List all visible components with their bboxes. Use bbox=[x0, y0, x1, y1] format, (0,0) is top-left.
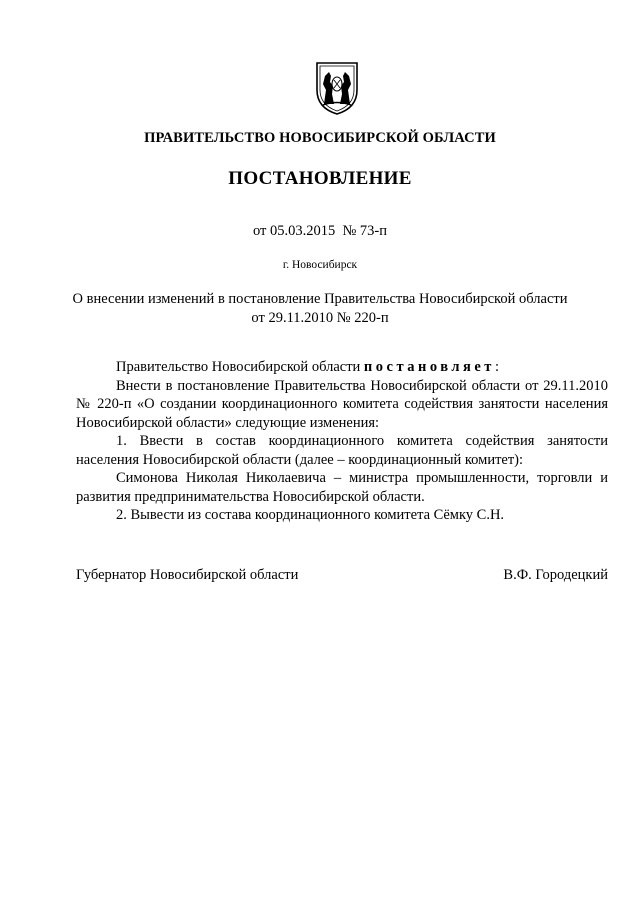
resolution-keyword: постановляет bbox=[363, 359, 495, 375]
body-paragraph-1-suffix: : bbox=[494, 359, 499, 375]
document-type: ПОСТАНОВЛЕНИЕ bbox=[228, 168, 412, 189]
document-subject bbox=[0, 290, 640, 328]
signatory-position: Губернатор Новосибирской области bbox=[76, 567, 299, 583]
document-date-number: от 05.03.2015 № 73-п bbox=[252, 223, 388, 239]
subject-line-1: О внесении изменений в постановление Правительства Новосибирской области bbox=[72, 291, 568, 307]
organization-name: ПРАВИТЕЛЬСТВО НОВОСИБИРСКОЙ ОБЛАСТИ bbox=[144, 130, 496, 146]
body-paragraph-2: Внести в постановление Правительства Новосибирской области от 29.11.2010 № 220-п «О создании координационного комитета содействия занятости населения Новосибирской области» следующие изменения: bbox=[76, 377, 608, 431]
body-paragraph-3: 1. Ввести в состав координационного комитета содействия занятости населения Новосибирской области (далее – координационный комитет): bbox=[76, 433, 608, 468]
signatory-name: В.Ф. Городецкий bbox=[503, 567, 608, 583]
subject-line-2: от 29.11.2010 № 220-п bbox=[251, 310, 389, 326]
body-paragraph-1-prefix: Правительство Новосибирской области bbox=[116, 359, 364, 375]
body-paragraph-4: Симонова Николая Николаевича – министра промышленности, торговли и развития предпринимательства Новосибирской области. bbox=[76, 470, 608, 505]
body-paragraph-5: 2. Вывести из состава координационного комитета Сёмку С.Н. bbox=[116, 507, 505, 523]
document-body bbox=[76, 358, 608, 525]
body-paragraph-1 bbox=[76, 358, 608, 377]
city: г. Новосибирск bbox=[282, 259, 358, 271]
coat-of-arms-icon bbox=[314, 60, 360, 116]
